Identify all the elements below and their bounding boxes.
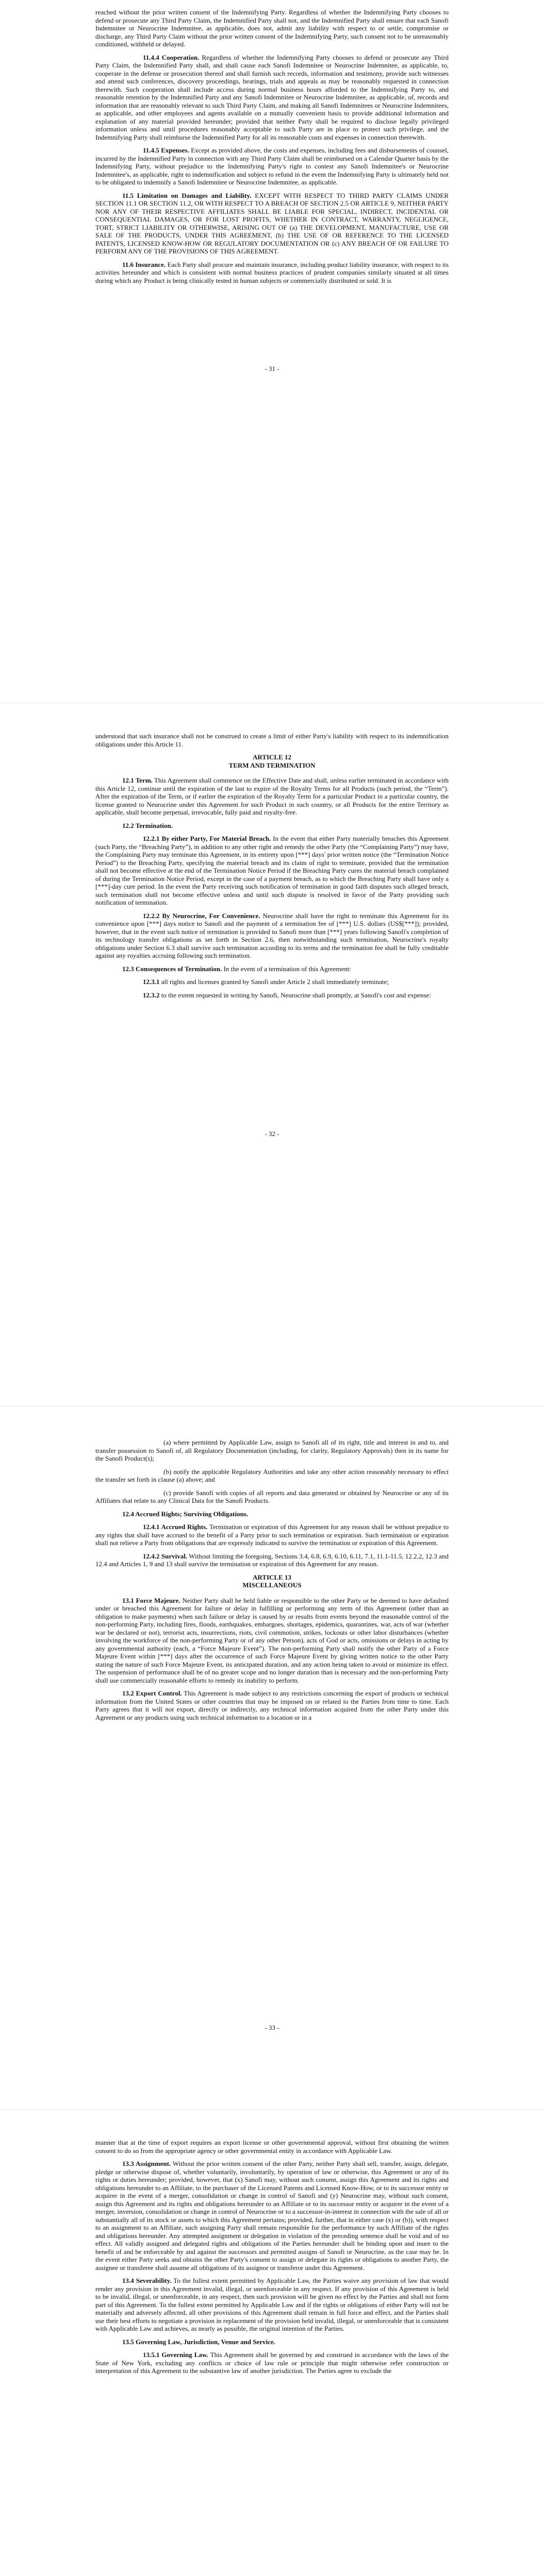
section-heading: 12.3.1 (143, 978, 160, 986)
section-heading: 13.2 Export Control. (122, 1689, 182, 1697)
section-12-2-2 (95, 912, 449, 960)
section-13-2 (95, 1689, 449, 1721)
paragraph-text: provide Sanofi with copies of all reports and data generated or obtained by Neurocrine or any of its Affiliates that relate to any Clinical Data for the Sanofi Products. (95, 1488, 449, 1504)
paragraph-text: Each Party shall procure and maintain insurance, including product liability insurance, with respect to its activities hereunder and which is consistent with normal business practices of prudent companies similarly situated at all times during which any Product is being clinically tested in human subjects or commercially distributed or sold. It is (95, 260, 449, 284)
clause-label: (b) (163, 1467, 172, 1476)
page-number: - 31 - (265, 365, 279, 372)
paragraph-text: to the extent requested in writing by Sanofi, Neurocrine shall promptly, at Sanofi's cost and expense: (159, 991, 431, 999)
section-heading: 13.5.1 Governing Law. (143, 2351, 208, 2359)
article-subtitle: TERM AND TERMINATION (228, 761, 316, 769)
article-heading (95, 1573, 449, 1589)
section-heading: 13.3 Assignment. (122, 2160, 171, 2167)
document-page-34 (0, 2110, 544, 2576)
clause-label: (a) (163, 1438, 171, 1446)
section-heading: 12.2 Termination. (122, 821, 173, 829)
section-heading: 12.4.1 Accrued Rights. (143, 1523, 208, 1531)
paragraph-text: Without the prior written consent of the other Party, neither Party shall sell, transfer, assign, delegate, pledge or otherwise dispose of, whether voluntarily, involuntarily, by operation of law or otherwise, this Agreement or any of its rights or duties hereunder; provided, however, that (x) Sanofi may, without such consent, assign this Agreement and its rights and obligations hereunder to an Affiliate, to the purchaser of the Licensed Patents and Licensed Know-How, or to its successor entity or acquirer in the event of a merger, consolidation or change in control of Sanofi and (y) Neurocrine may, without such consent, assign this Agreement and its rights and obligations hereunder to an Affiliate or to its successor entity or acquirer in the event of a merger, inversion, consolidation or change in control of Neurocrine or to a successor-in-interest in connection with the sale of all or substantially all of its stock or assets to which this Agreement pertains; provided, further, that in either case (x) or (b)), with respect to an assignment to an Affiliate, such assigning Party shall remain responsible for the performance by such Affiliate of the rights and obligations hereunder. Any attempted assignment or delegation in violation of the preceding sentence shall be void and of no effect. All validly assigned and delegated rights and obligations of the Parties hereunder shall be binding upon and inure to the benefit of and be enforceable by and against the successors and permitted assigns of Sanofi or Neurocrine, as the case may be. In the event either Party seeks and obtains the other Party's consent to assign or delegate its rights or obligations to another Party, the assignee or transferee shall assume all obligations of its assignor or transferor under this Agreement. (95, 2160, 449, 2272)
paragraph-text: Neither Party shall be held liable or responsible to the other Party or be deemed to have defaulted under or breached this Agreement for failure or delay in fulfilling or performing any term of this Agreement (other than an obligation to make payments) when such failure or delay is caused by or results from events beyond the reasonable control of the non-performing Party, including fires, floods, earthquakes, embargoes, shortages, epidemics, quarantines, war, acts of war (whether war be declared or not), terrorist acts, insurrections, riots, civil commotion, strikes, lockouts or other labor disturbances (whether involving the workforce of the non-performing Party or of any other Person), acts of God or acts, omissions or delays in acting by any governmental authority (each, a “Force Majeure Event”). The non-performing Party shall notify the other Party of a Force Majeure Event within [***] days after the occurrence of such Force Majeure Event by giving written notice to the other Party stating the nature of such Force Majeure Event, its anticipated duration, and any action being taken to avoid or minimize its effect. The suspension of performance shall be of no greater scope and no longer duration than is necessary and the non-performing Party shall use commercially reasonable efforts to remedy its inability to perform. (95, 1596, 449, 1684)
section-heading: 11.4.4 Cooperation. (143, 53, 200, 61)
section-11-6 (95, 261, 449, 285)
section-13-3 (95, 2160, 449, 2272)
document-page-32 (0, 703, 544, 1406)
article-title: ARTICLE 13 (252, 1573, 292, 1581)
section-12-3 (95, 965, 449, 973)
section-12-2-1 (95, 835, 449, 907)
section-heading: 13.1 Force Majeure. (122, 1596, 180, 1604)
paragraph-text: In the event of a termination of this Agreement: (222, 964, 352, 973)
section-12-3-1 (95, 978, 449, 986)
article-heading (95, 753, 449, 769)
paragraph-text: EXCEPT WITH RESPECT TO THIRD PARTY CLAIMS UNDER SECTION 11.1 OR SECTION 11.2, OR WITH RESPECT TO A BREACH OF SECTION 2.5 OR ARTICLE 9, NEITHER PARTY NOR ANY OF THEIR RESPECTIVE AFFILIATES SHALL BE LIABLE FOR SPECIAL, INDIRECT, INCIDENTAL OR CONSEQUENTIAL DAMAGES, OR FOR LOST PROFITS, WHETHER IN CONTRACT, WARRANTY, NEGLIGENCE, TORT, STRICT LIABILITY OR OTHERWISE, ARISING OUT OF (a) THE DEVELOPMENT, MANUFACTURE, USE OR SALE OF THE PRODUCTS, UNDER THIS AGREEMENT, (b) THE USE OF OR REFERENCE TO THE LICENSED PATENTS, LICENSED KNOW-HOW OR REGULATORY DOCUMENTATION OR (c) ANY BREACH OF OR FAILURE TO PERFORM ANY OF THE PROVISIONS OF THIS AGREEMENT. (95, 191, 449, 255)
paragraph-text: This Agreement shall commence on the Effective Date and shall, unless earlier terminated in accordance with this Article 12, continue until the expiration of the last to expire of the Royalty Terms for all Products (such period, the “Term”). After the expiration of the Term, or if earlier the expiration of the Royalty Term for a particular Product in a particular country, the license granted to Neurocrine under this Agreement for such Product in such country, or all Products for the entire Territory as applicable, shall become perpetual, irrevocable, fully paid and royalty-free. (95, 776, 449, 816)
section-13-4 (95, 2277, 449, 2333)
paragraph-text: reached without the prior written consent of the Indemnifying Party. Regardless of whether the Indemnifying Party chooses to defend or prosecute any Third Party Claim, the Indemnified Party shall not, and the Indemnified Party shall ensure that each Sanofi Indemnitee or Neurocrine Indemnitee, as applicable, does not, admit any liability with respect to or settle, compromise or discharge, any Third Party Claim without the prior written consent of the Indemnifying Party, such consent not to be unreasonably conditioned, withheld or delayed. (95, 8, 449, 48)
paragraph-text: Without limiting the foregoing, Sections 3.4, 6.8, 6.9, 6.10, 6.11, 7.1, 11.1-11.5, 12.2.2, 12.3 and 12.4 and Articles 1, 9 and 13 shall survive the termination or expiration of this Agreement for any reason. (95, 1552, 449, 1568)
clause-c (95, 1489, 449, 1505)
section-12-4-1 (95, 1523, 449, 1547)
paragraph-text: where permitted by Applicable Law, assign to Sanofi all of its right, title and interest in and to, and transfer possession to Sanofi of, all Regulatory Documentation (including, for clarity, Regulatory Approvals) then in its name for the Sanofi Product(s); (95, 1438, 449, 1462)
paragraph-text: Except as provided above, the costs and expenses, including fees and disbursements of counsel, incurred by the Indemnified Party in connection with any Third Party Claim shall be reimbursed on a Calendar Quarter basis by the Indemnifying Party, without prejudice to the Indemnifying Party's right to contest any Sanofi Indemnitee's or Neurocrine Indemnitee's, as applicable, right to indemnification and subject to refund in the event the Indemnifying Party is ultimately held not to be obligated to indemnify a Sanofi Indemnitee or Neurocrine Indemnitee, as applicable. (95, 146, 449, 186)
section-heading: 12.2.2 By Neurocrine, For Convenience. (143, 911, 260, 920)
section-heading: 12.3.2 (143, 991, 160, 999)
section-12-2 (95, 822, 449, 830)
section-13-1 (95, 1597, 449, 1685)
section-13-5-1 (95, 2351, 449, 2375)
paragraph-text: all rights and licenses granted by Sanofi under Article 2 shall immediately terminate; (159, 978, 389, 986)
document-page-33 (0, 1406, 544, 2110)
section-heading: 11.6 Insurance. (122, 260, 166, 268)
paragraph-text: This Agreement is made subject to any restrictions concerning the export of products or technical information from the United States or other countries that may be imposed on or related to the Parties from time to time. Each Party agrees that it will not export, directly or indirectly, any technical information acquired from the other Party under this Agreement or any products using such technical information to a location or in a (95, 1689, 449, 1721)
section-11-5 (95, 192, 449, 256)
paragraph-13-2-tail: manner that at the time of export requires an export license or other governmental approval, without first obtaining the written consent to do so from the appropriate agency or other governmental entity in accordance with Applicable Law. (95, 2139, 449, 2155)
paragraph-text: Termination or expiration of this Agreement for any reason shall be without prejudice to any rights that shall have accrued to the benefit of a Party prior to such termination or expiration. Such termination or expiration shall not relieve a Party from obligations that are expressly indicated to survive the termination or expiration of this Agreement. (95, 1523, 449, 1547)
paragraph-11-6-tail: understood that such insurance shall not be construed to create a limit of either Party's liability with respect to its indemnification obligations under this Article 11. (95, 732, 449, 748)
section-12-4 (95, 1510, 449, 1518)
section-heading: 12.1 Term. (122, 776, 153, 784)
section-heading: 13.5 Governing Law, Jurisdiction, Venue and Service. (122, 2337, 275, 2346)
section-13-5 (95, 2338, 449, 2346)
paragraph-text: notify the applicable Regulatory Authorities and take any other action reasonably necessary to effect the transfer set forth in clause (a) above; and (95, 1467, 449, 1483)
article-title: ARTICLE 12 (252, 753, 292, 761)
paragraph-text: This Agreement shall be governed by and construed in accordance with the laws of the State of New York, excluding any conflicts or choice of law rule or principle that might otherwise refer construction or interpretation of this Agreement to the substantive law of another jurisdiction. The Parties agree to exclude the (95, 2351, 449, 2375)
section-heading: 11.5 Limitation on Damages and Liability. (122, 191, 252, 199)
section-heading: 12.2.1 By either Party, For Material Breach. (143, 835, 271, 842)
document-page-31 (0, 0, 544, 703)
clause-a (95, 1438, 449, 1463)
section-heading: 12.4.2 Survival. (143, 1552, 188, 1560)
section-heading: 12.4 Accrued Rights; Surviving Obligations. (122, 1510, 249, 1518)
paragraph-text: In the event that either Party materially breaches this Agreement (such Party, the “Breaching Party”), in addition to any other right and remedy the other Party (the “Complaining Party”) may have, the Complaining Party may terminate this Agreement, in its entirety upon [***] days' prior written notice (the “Termination Notice Period”) to the Breaching Party, specifying the material breach and its claim of right to terminate, provided that the termination shall not become effective at the end of the Termination Notice Period if the Breaching Party cures the material breach complained of during the Termination Notice Period, except in the case of a payment breach, as to which the Breaching Party shall have only a [***]-day cure period. In the event the Party receiving such notification of termination in good faith disputes such alleged breach, such termination shall not become effective unless and until such dispute is resolved in favor of the Party providing such notification of termination. (95, 835, 449, 906)
section-12-3-2 (95, 991, 449, 999)
section-heading: 12.3 Consequences of Termination. (122, 964, 222, 973)
clause-label: (c) (163, 1488, 171, 1497)
paragraph-text: Neurocrine shall have the right to terminate this Agreement for its convenience upon [***] days notice to Sanofi and the payment of a termination fee of [***] U.S. dollars (US$[***]); provided, however, that in the event such notice of termination is provided to Sanofi more than [***] years following Sanofi's completion of its technology transfer obligations as set forth in Section 2.6, then notwithstanding such termination, Neurocrine's royalty obligations under Section 6.3 shall survive such termination according to its terms and the termination fee shall be fully creditable against any royalties accruing following such termination. (95, 911, 449, 959)
section-11-4-4 (95, 54, 449, 142)
article-subtitle: MISCELLANEOUS (242, 1581, 302, 1589)
paragraph-text: To the fullest extent permitted by Applicable Law, the Parties waive any provision of law that would render any provision in this Agreement invalid, illegal, or unenforceable in any respect. If any provision of this Agreement is held to be invalid, illegal, or unenforceable, in any respect, then such provision will be given no effect by the Parties and shall not form part of this Agreement. To the fullest extent permitted by Applicable Law and if the rights or obligations of either Party will not be materially and adversely affected, all other provisions of this Agreement shall remain in full force and effect, and the Parties shall use their best efforts to negotiate a provision in replacement of the provision held invalid, illegal, or unenforceable that is consistent with Applicable Law and achieves, as nearly as possible, the original intention of the Parties. (95, 2277, 449, 2332)
paragraph-11-4-3-tail (95, 8, 449, 48)
paragraph-text: Regardless of whether the Indemnifying Party chooses to defend or prosecute any Third Party Claim, the Indemnified Party shall, and shall cause each Sanofi Indemnitee or Neurocrine Indemnitee, as applicable, to, cooperate in the defense or prosecution thereof and shall furnish such records, information and testimony, provide such witnesses and attend such conferences, discovery proceedings, hearings, trials and appeals as may be reasonably requested in connection therewith. Such cooperation shall include access during normal business hours afforded to the Indemnifying Party to, and reasonable retention by the Indemnified Party and any Sanofi Indemnitee or Neurocrine Indemnitee, as applicable, of, records and information that are reasonably relevant to such Third Party Claim, and making all Sanofi Indemnitees or Neurocrine Indemnitees, as applicable, and other employees and agents available on a mutually convenient basis to provide additional information and explanation of any material provided hereunder; provided that neither Party shall be required to disclose legally privileged information unless and until procedures reasonably acceptable to such Party are in place to protect such privilege, and the Indemnifying Party shall reimburse the Indemnified Party for all its reasonable costs and expenses in connection therewith. (95, 53, 449, 141)
section-heading: 11.4.5 Expenses. (143, 146, 189, 154)
page-number: - 33 - (265, 2024, 279, 2031)
section-12-4-2 (95, 1552, 449, 1568)
clause-b (95, 1468, 449, 1484)
page-number: - 32 - (265, 1130, 279, 1138)
section-heading: 13.4 Severability. (122, 2277, 172, 2284)
section-11-4-5 (95, 146, 449, 187)
section-12-1 (95, 776, 449, 817)
